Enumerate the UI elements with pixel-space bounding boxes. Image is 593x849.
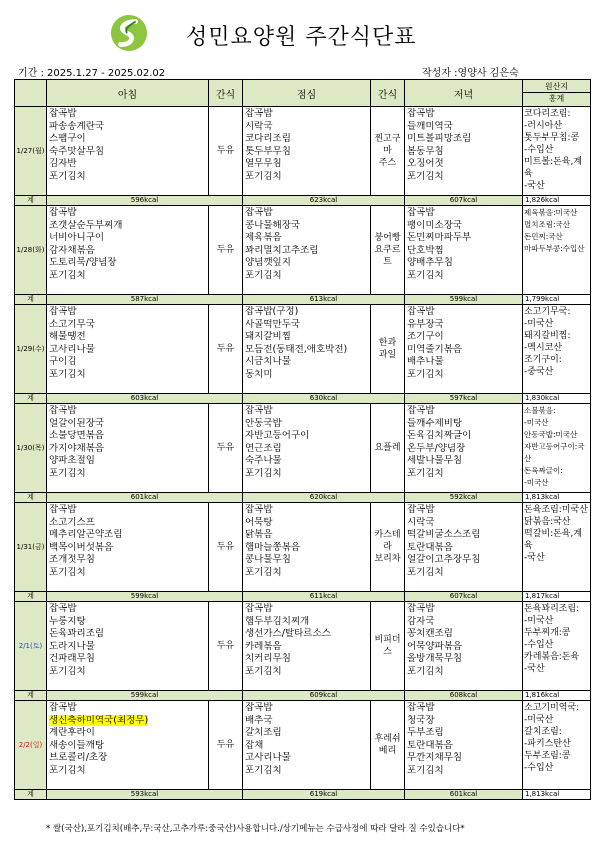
menu-item: 돈육꽈리조림 bbox=[49, 628, 105, 639]
snack2-cell: 요플레 bbox=[371, 404, 405, 493]
menu-item: 콩나물무침 bbox=[245, 554, 291, 565]
snack2-cell: 비피더스 bbox=[371, 602, 405, 691]
kcal-label: 계 bbox=[15, 592, 47, 602]
menu-item: 누룽지탕 bbox=[49, 615, 86, 627]
menu-item: 포기김치 bbox=[407, 764, 444, 776]
menu-item: 배추나물 bbox=[407, 356, 444, 367]
menu-item: 잡곡밥 bbox=[245, 702, 273, 713]
menu-table bbox=[14, 79, 591, 800]
kcal-breakfast: 596kcal bbox=[47, 196, 243, 206]
menu-item: 포기김치 bbox=[245, 764, 282, 776]
menu-item: 포기김치 bbox=[245, 665, 282, 677]
menu-item: 감자채볶음 bbox=[49, 244, 95, 256]
kcal-lunch: 623kcal bbox=[243, 196, 405, 206]
menu-lunch bbox=[243, 503, 371, 592]
kcal-breakfast: 599kcal bbox=[47, 691, 243, 701]
kcal-breakfast: 601kcal bbox=[47, 493, 243, 503]
menu-dinner bbox=[405, 305, 523, 394]
day-row bbox=[15, 206, 591, 295]
snack2-cell: 찐고구마 주스 bbox=[371, 107, 405, 196]
menu-item: 올방개묵무침 bbox=[407, 653, 463, 664]
day-row bbox=[15, 305, 591, 394]
header-snack2: 간식 bbox=[371, 80, 405, 107]
menu-item: 봄동무침 bbox=[407, 145, 444, 157]
menu-item: 자반고등어구이 bbox=[245, 430, 310, 441]
menu-item: 포기김치 bbox=[49, 269, 86, 281]
menu-item: 어묵탕 bbox=[245, 516, 273, 528]
menu-item: 배추국 bbox=[245, 714, 273, 726]
menu-lunch bbox=[243, 206, 371, 295]
kcal-lunch: 630kcal bbox=[243, 394, 405, 404]
day-date: 1/30(목) bbox=[15, 404, 47, 493]
menu-item: 포기김치 bbox=[49, 467, 86, 479]
menu-item: 온두부/양념장 bbox=[407, 442, 466, 454]
menu-item: 잡곡밥 bbox=[49, 108, 77, 119]
origin-cell: 돈육꽈리조림: -미국산 두부찌개:콩 -수입산 카레볶음:돈육 -국산 bbox=[523, 602, 591, 691]
kcal-row bbox=[15, 493, 591, 503]
header-origin-bottom: 홍계 bbox=[548, 94, 565, 103]
day-row bbox=[15, 701, 591, 790]
kcal-label: 계 bbox=[15, 295, 47, 305]
kcal-total: 1,816kcal bbox=[523, 691, 591, 701]
header-snack1: 간식 bbox=[209, 80, 243, 107]
menu-item: 브로콜리/초장 bbox=[49, 752, 108, 763]
header-breakfast: 아침 bbox=[47, 80, 209, 107]
menu-item: 갈치조림 bbox=[245, 727, 282, 738]
kcal-row bbox=[15, 691, 591, 701]
menu-item: 햄마늘쫑볶음 bbox=[245, 541, 301, 553]
menu-breakfast bbox=[47, 404, 209, 493]
origin-cell: 소고기무국: -미국산 돼지갈비찜: -멕시코산 조기구이: -중국산 bbox=[523, 305, 591, 394]
menu-item: 소불당면볶음 bbox=[49, 430, 105, 441]
menu-item: 치커리무침 bbox=[245, 653, 291, 664]
menu-item: 포기김치 bbox=[245, 467, 282, 479]
kcal-total: 1,817kcal bbox=[523, 592, 591, 602]
menu-item: 조개젓무침 bbox=[49, 554, 95, 565]
menu-item: 포기김치 bbox=[245, 269, 282, 281]
day-row bbox=[15, 404, 591, 493]
menu-item: 메추리알곤약조림 bbox=[49, 529, 123, 540]
menu-item: 콩나물해장국 bbox=[245, 219, 301, 231]
menu-item: 양념깻잎지 bbox=[245, 257, 291, 268]
kcal-label: 계 bbox=[15, 196, 47, 206]
snack2-cell: 붕어빵 요쿠르트 bbox=[371, 206, 405, 295]
logo-icon bbox=[110, 14, 148, 52]
menu-dinner bbox=[405, 107, 523, 196]
kcal-total: 1,799kcal bbox=[523, 295, 591, 305]
menu-item: 도토리묵/양념장 bbox=[49, 257, 117, 268]
menu-item: 동치미 bbox=[245, 368, 273, 380]
menu-item: 톳두부무침 bbox=[245, 145, 291, 157]
menu-breakfast bbox=[47, 206, 209, 295]
snack1-cell: 두유 bbox=[209, 404, 243, 493]
menu-item: 어묵양파볶음 bbox=[407, 640, 463, 652]
menu-dinner bbox=[405, 503, 523, 592]
menu-item: 가지야채볶음 bbox=[49, 442, 105, 454]
day-date: 1/31(금) bbox=[15, 503, 47, 592]
kcal-total: 1,813kcal bbox=[523, 493, 591, 503]
menu-item: 건파래무침 bbox=[49, 653, 95, 664]
menu-item: 스팸구이 bbox=[49, 133, 86, 144]
kcal-dinner: 601kcal bbox=[405, 790, 523, 800]
kcal-row bbox=[15, 295, 591, 305]
menu-item: 너비아니구이 bbox=[49, 232, 105, 243]
menu-item: 포기김치 bbox=[407, 368, 444, 380]
menu-item: 햄두부김치찌개 bbox=[245, 615, 310, 627]
menu-item: 잡곡밥 bbox=[49, 306, 77, 317]
menu-item: 포기김치 bbox=[49, 170, 86, 182]
menu-item: 연근조림 bbox=[245, 442, 282, 454]
footnote: * 쌀(국산),포기김치(배추,무:국산,고추가루:중국산)사용합니다./상기메뉴는 수급사정에 따라 달라 질 수있습니다* bbox=[46, 824, 465, 834]
menu-item: 얼갈이된장국 bbox=[49, 417, 105, 429]
snack1-cell: 두유 bbox=[209, 206, 243, 295]
menu-item: 포기김치 bbox=[245, 566, 282, 578]
menu-item: 잡곡밥 bbox=[407, 702, 435, 713]
snack1-cell: 두유 bbox=[209, 107, 243, 196]
menu-breakfast bbox=[47, 107, 209, 196]
menu-item: 시락국 bbox=[245, 120, 273, 132]
kcal-lunch: 620kcal bbox=[243, 493, 405, 503]
header-origin-top: 원산지 bbox=[523, 81, 590, 93]
kcal-lunch: 611kcal bbox=[243, 592, 405, 602]
menu-item bbox=[49, 715, 206, 728]
menu-item: 잡곡밥 bbox=[49, 207, 77, 218]
menu-item: 양배추무침 bbox=[407, 257, 453, 268]
menu-dinner bbox=[405, 701, 523, 790]
menu-item: 조기구이 bbox=[407, 331, 444, 342]
menu-item: 단호박찜 bbox=[407, 244, 444, 256]
menu-dinner bbox=[405, 602, 523, 691]
day-date: 1/27(월) bbox=[15, 107, 47, 196]
menu-dinner bbox=[405, 206, 523, 295]
menu-item: 포기김치 bbox=[49, 665, 86, 677]
menu-breakfast bbox=[47, 701, 209, 790]
menu-item: 팽이미소장국 bbox=[407, 219, 463, 231]
menu-item: 돼지갈비찜 bbox=[245, 331, 291, 342]
menu-item: 고사리나물 bbox=[49, 343, 95, 355]
menu-item: 잡곡밥 bbox=[245, 504, 273, 515]
page-title: 성민요양원 주간식단표 bbox=[186, 25, 417, 50]
menu-item: 꽁치캔조림 bbox=[407, 628, 453, 639]
kcal-dinner: 599kcal bbox=[405, 295, 523, 305]
menu-item: 잡곡밥(구정) bbox=[245, 306, 299, 317]
menu-item: 돈육김치짜글이 bbox=[407, 430, 472, 441]
menu-item: 토란대볶음 bbox=[407, 739, 453, 751]
menu-item: 포기김치 bbox=[245, 170, 282, 182]
origin-cell: 제육볶음:미국산 멸치조림:국산 돈민찌:국산 마파두부콩:수입산 bbox=[523, 206, 591, 295]
menu-item: 포기김치 bbox=[49, 764, 86, 776]
menu-item: 돈민찌마파두부 bbox=[407, 232, 472, 243]
snack1-cell: 두유 bbox=[209, 701, 243, 790]
header-origin bbox=[523, 80, 591, 107]
menu-item: 해물땡전 bbox=[49, 331, 86, 342]
menu-item: 오징어젓 bbox=[407, 158, 444, 169]
menu-item: 잡곡밥 bbox=[407, 108, 435, 119]
menu-item: 카레볶음 bbox=[245, 640, 282, 652]
menu-item: 고사리나물 bbox=[245, 752, 291, 763]
menu-item: 숙주맛살무침 bbox=[49, 145, 105, 157]
menu-item: 잡곡밥 bbox=[245, 108, 273, 119]
menu-item: 김자반 bbox=[49, 158, 77, 169]
menu-item: 잡곡밥 bbox=[407, 207, 435, 218]
day-date: 2/2(일) bbox=[15, 701, 47, 790]
snack2-cell: 한과 과일 bbox=[371, 305, 405, 394]
menu-item: 소고기무국 bbox=[49, 318, 95, 330]
menu-item: 열무무침 bbox=[245, 158, 282, 169]
menu-item: 계란후라이 bbox=[49, 727, 95, 738]
kcal-breakfast: 593kcal bbox=[47, 790, 243, 800]
menu-item: 미트볼피망조림 bbox=[407, 133, 472, 144]
menu-item: 미역줄기볶음 bbox=[407, 343, 463, 355]
menu-item: 포기김치 bbox=[49, 566, 86, 578]
author-label: 작성자 :영양사 김은숙 bbox=[422, 68, 519, 79]
kcal-total: 1,813kcal bbox=[523, 790, 591, 800]
menu-item: 들깨수제비탕 bbox=[407, 417, 463, 429]
menu-lunch bbox=[243, 602, 371, 691]
menu-item: 잡곡밥 bbox=[245, 603, 273, 614]
menu-item: 잡곡밥 bbox=[407, 405, 435, 416]
origin-cell: 소불볶음: -미국산 안동국밥:미국산 자반고등어구이:국산 돈육짜글이: -미국산 bbox=[523, 404, 591, 493]
menu-lunch bbox=[243, 404, 371, 493]
menu-item: 파송송계란국 bbox=[49, 120, 105, 132]
kcal-breakfast: 603kcal bbox=[47, 394, 243, 404]
day-date: 1/28(화) bbox=[15, 206, 47, 295]
menu-item: 포기김치 bbox=[407, 566, 444, 578]
menu-item: 양파초절임 bbox=[49, 455, 95, 466]
menu-item: 사골떡만두국 bbox=[245, 318, 301, 330]
menu-item: 잡곡밥 bbox=[407, 504, 435, 515]
menu-item: 백목이버섯볶음 bbox=[49, 541, 114, 553]
kcal-row bbox=[15, 196, 591, 206]
kcal-total: 1,826kcal bbox=[523, 196, 591, 206]
menu-item: 시금치나물 bbox=[245, 356, 291, 367]
snack2-cell: 후레쉬 베리 bbox=[371, 701, 405, 790]
menu-item: 구이김 bbox=[49, 356, 77, 367]
menu-item: 새송이들깨탕 bbox=[49, 739, 105, 751]
kcal-label: 계 bbox=[15, 493, 47, 503]
menu-item: 생선가스/탈타르소스 bbox=[245, 628, 331, 639]
menu-lunch bbox=[243, 107, 371, 196]
kcal-lunch: 609kcal bbox=[243, 691, 405, 701]
menu-item: 포기김치 bbox=[407, 467, 444, 479]
day-date: 2/1(토) bbox=[15, 602, 47, 691]
menu-item: 포기김치 bbox=[407, 665, 444, 677]
kcal-label: 계 bbox=[15, 790, 47, 800]
menu-item: 감자국 bbox=[407, 615, 435, 627]
menu-dinner bbox=[405, 404, 523, 493]
kcal-lunch: 613kcal bbox=[243, 295, 405, 305]
menu-item: 모듬전(동태전,애호박전) bbox=[245, 343, 348, 355]
menu-item: 코다리조림 bbox=[245, 133, 291, 144]
header-date bbox=[15, 80, 47, 107]
menu-item: 유부장국 bbox=[407, 318, 444, 330]
kcal-total: 1,830kcal bbox=[523, 394, 591, 404]
menu-item: 도라지나물 bbox=[49, 640, 95, 652]
menu-item: 세발나물무침 bbox=[407, 455, 463, 466]
origin-cell: 돈육조림:미국산 닭볶음:국산 떡갈비:돈육,계육 -국산 bbox=[523, 503, 591, 592]
snack1-cell: 두유 bbox=[209, 305, 243, 394]
menu-breakfast bbox=[47, 602, 209, 691]
period-label: 기간 : 2025.1.27 - 2025.02.02 bbox=[18, 68, 166, 79]
kcal-row bbox=[15, 790, 591, 800]
origin-cell: 코다리조림: -러시아산 톳두부무침:콩 -수입산 미트볼:돈육,계육 -국산 bbox=[523, 107, 591, 196]
day-date: 1/29(수) bbox=[15, 305, 47, 394]
menu-item: 떡갈비굴소스조림 bbox=[407, 529, 481, 540]
kcal-dinner: 592kcal bbox=[405, 493, 523, 503]
menu-item: 안동국밥 bbox=[245, 417, 282, 429]
kcal-dinner: 607kcal bbox=[405, 592, 523, 602]
day-row bbox=[15, 503, 591, 592]
snack1-cell: 두유 bbox=[209, 602, 243, 691]
header-dinner: 저녁 bbox=[405, 80, 523, 107]
menu-item: 시락국 bbox=[407, 516, 435, 528]
day-row bbox=[15, 107, 591, 196]
kcal-label: 계 bbox=[15, 691, 47, 701]
menu-item: 잡곡밥 bbox=[407, 306, 435, 317]
menu-item: 포기김치 bbox=[407, 170, 444, 182]
menu-item: 들깨미역국 bbox=[407, 120, 453, 132]
day-row bbox=[15, 602, 591, 691]
menu-item: 잡곡밥 bbox=[407, 603, 435, 614]
menu-item: 조갯살순두부찌개 bbox=[49, 219, 123, 231]
kcal-label: 계 bbox=[15, 394, 47, 404]
kcal-dinner: 597kcal bbox=[405, 394, 523, 404]
menu-lunch bbox=[243, 305, 371, 394]
kcal-row bbox=[15, 394, 591, 404]
kcal-row bbox=[15, 592, 591, 602]
menu-item: 포기김치 bbox=[407, 269, 444, 281]
origin-cell: 소고기미역국: -미국산 갈치조림: -파키스탄산 두부조림:콩 -수입산 bbox=[523, 701, 591, 790]
menu-item: 포기김치 bbox=[49, 368, 86, 380]
menu-item: 소고기스프 bbox=[49, 516, 95, 528]
menu-item: 잡곡밥 bbox=[49, 504, 77, 515]
menu-lunch bbox=[243, 701, 371, 790]
menu-item: 숙주나물 bbox=[245, 455, 282, 466]
menu-item: 잡곡밥 bbox=[245, 405, 273, 416]
menu-item: 잡곡밥 bbox=[49, 405, 77, 416]
menu-item: 얼갈이고추장무침 bbox=[407, 554, 481, 565]
menu-item: 잡곡밥 bbox=[49, 702, 77, 713]
menu-item: 토란대볶음 bbox=[407, 541, 453, 553]
menu-item: 제육볶음 bbox=[245, 232, 282, 243]
menu-item: 잡곡밥 bbox=[49, 603, 77, 614]
menu-item: 청국장 bbox=[407, 714, 435, 726]
kcal-breakfast: 587kcal bbox=[47, 295, 243, 305]
kcal-lunch: 619kcal bbox=[243, 790, 405, 800]
menu-item: 닭볶음 bbox=[245, 529, 273, 540]
kcal-dinner: 608kcal bbox=[405, 691, 523, 701]
header-lunch: 점심 bbox=[243, 80, 371, 107]
menu-item: 두부조림 bbox=[407, 727, 444, 738]
menu-item: 잡곡밥 bbox=[245, 207, 273, 218]
menu-item: 잡채 bbox=[245, 739, 264, 751]
snack1-cell: 두유 bbox=[209, 503, 243, 592]
menu-breakfast bbox=[47, 503, 209, 592]
kcal-dinner: 607kcal bbox=[405, 196, 523, 206]
kcal-breakfast: 599kcal bbox=[47, 592, 243, 602]
birthday-item: 생신축하미역국(최정무) bbox=[49, 714, 149, 726]
menu-item: 무깐지채무침 bbox=[407, 752, 463, 763]
menu-breakfast bbox=[47, 305, 209, 394]
menu-item: 꽈리멸치고추조림 bbox=[245, 244, 319, 256]
snack2-cell: 카스테라 보리차 bbox=[371, 503, 405, 592]
